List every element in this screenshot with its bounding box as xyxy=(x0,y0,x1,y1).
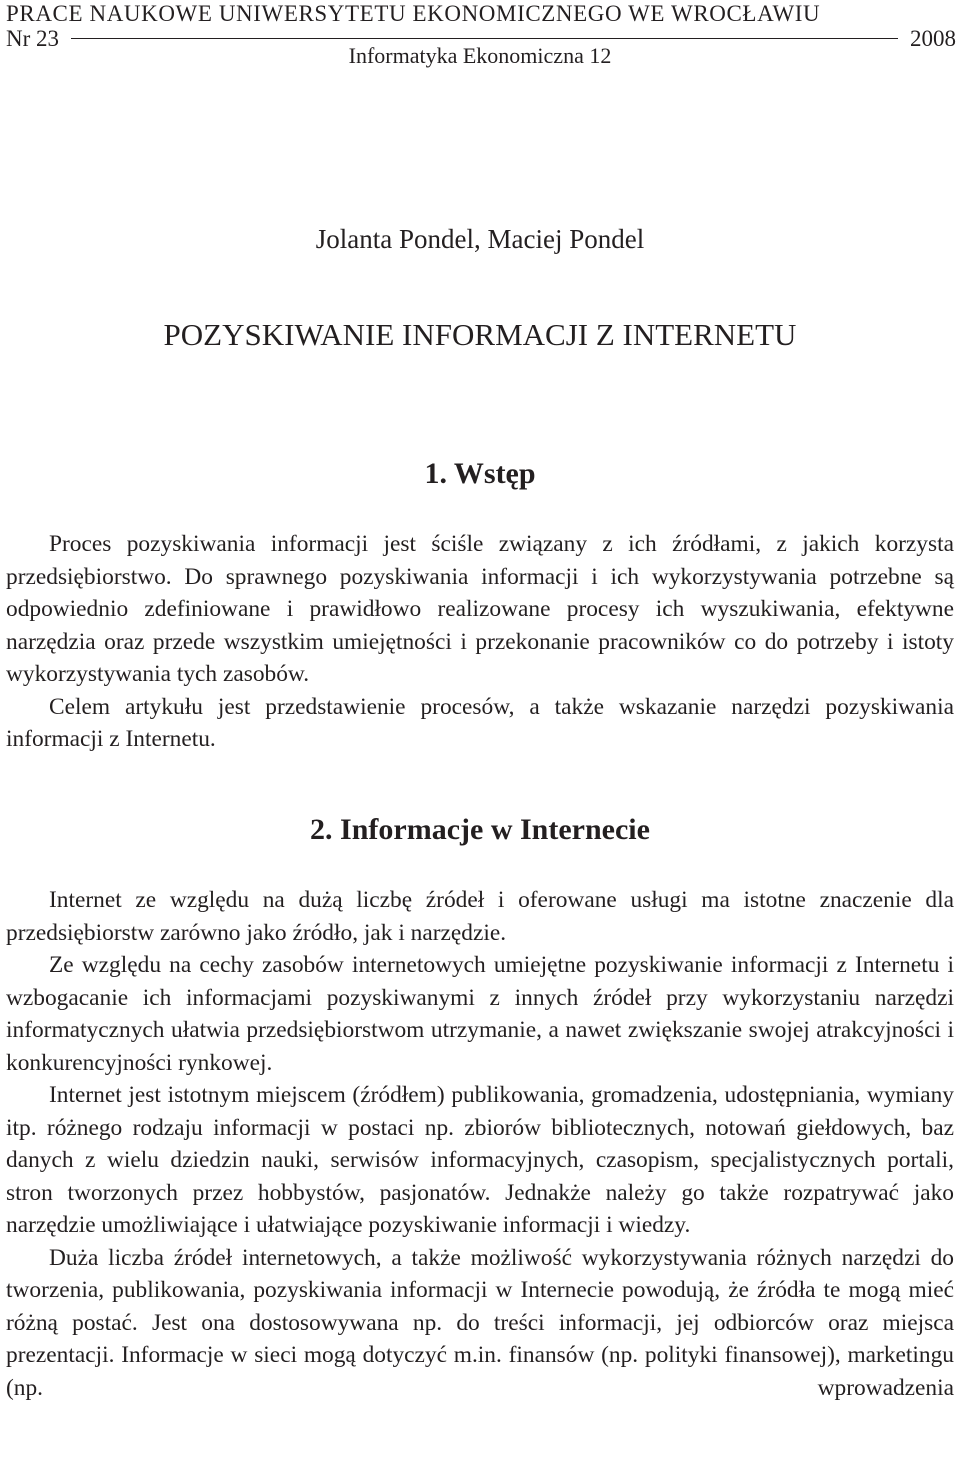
article-title: POZYSKIWANIE INFORMACJI Z INTERNETU xyxy=(163,317,797,352)
paragraph: Internet ze względu na dużą liczbę źródeł i oferowane usługi ma istotne znaczenie dla przedsiębiorstw zarówno jako źródło, jak i narzędzie. xyxy=(6,887,954,946)
issue-year: 2008 xyxy=(910,26,956,51)
journal-name: PRACE NAUKOWE UNIWERSYTETU EKONOMICZNEGO WE WROCŁAWIU xyxy=(6,1,821,26)
paragraph: Internet jest istotnym miejscem (źródłem) publikowania, gromadzenia, udostępniania, wymiany itp. różnego rodzaju informacji w postaci np. zbiorów bibliotecznych, notowań giełdowych, baz danych z wielu dziedzin nauki, serwisów informacyjnych, czasopism, specjalistycznych portali, stron tworzonych przez hobbystów, pasjonatów. Jednakże należy go także rozpatrywać jako narzędzie umożliwiające i ułatwiające pozyskiwanie informacji i wiedzy. xyxy=(6,1082,954,1238)
section-heading-2: 2. Informacje w Internecie xyxy=(310,813,650,846)
section-heading-1: 1. Wstęp xyxy=(424,457,536,490)
paragraph: Ze względu na cechy zasobów internetowych umiejętne pozyskiwanie informacji z Internetu i wzbogacanie ich informacjami pozyskiwanymi z innych źródeł przy wykorzystaniu narzędzi informatycznych ułatwia przedsiębiorstwom utrzymanie, a nawet zwiększanie swojej atrakcyjności i konkurencyjności rynkowej. xyxy=(6,952,954,1076)
paragraph: Celem artykułu jest przedstawienie procesów, a także wskazanie narzędzi pozyskiwania informacji z Internetu. xyxy=(6,693,954,752)
paragraph: Duża liczba źródeł internetowych, a także możliwość wykorzystywania różnych narzędzi do tworzenia, publikowania, pozyskiwania informacji w Internecie powodują, że źródła te mogą mieć różną postać. Jest ona dostosowywana np. do treści informacji, jej odbiorców oraz miejsca prezentacji. Informacje w sieci mogą dotyczyć m.in. finansów (np. polityki finansowej), marketingu (np. wprowadzenia xyxy=(6,1244,954,1401)
header-rule xyxy=(71,38,898,39)
paragraph: Proces pozyskiwania informacji jest ściśle związany z ich źródłami, z jakich korzysta przedsiębiorstwo. Do sprawnego pozyskiwania informacji i ich wykorzystywania potrzebne są odpowiednio zdefiniowane i prawidłowo realizowane procesy ich wyszukiwania, efektywne narzędzia oraz przede wszystkim umiejętności i przekonanie pracowników co do potrzeby i istoty wykorzystywania tych zasobów. xyxy=(6,531,954,687)
section-body-1 xyxy=(6,528,954,756)
authors: Jolanta Pondel, Maciej Pondel xyxy=(315,224,645,254)
issue-number: Nr 23 xyxy=(6,26,60,51)
series-name: Informatyka Ekonomiczna 12 xyxy=(348,43,612,68)
section-body-2 xyxy=(6,884,954,1404)
